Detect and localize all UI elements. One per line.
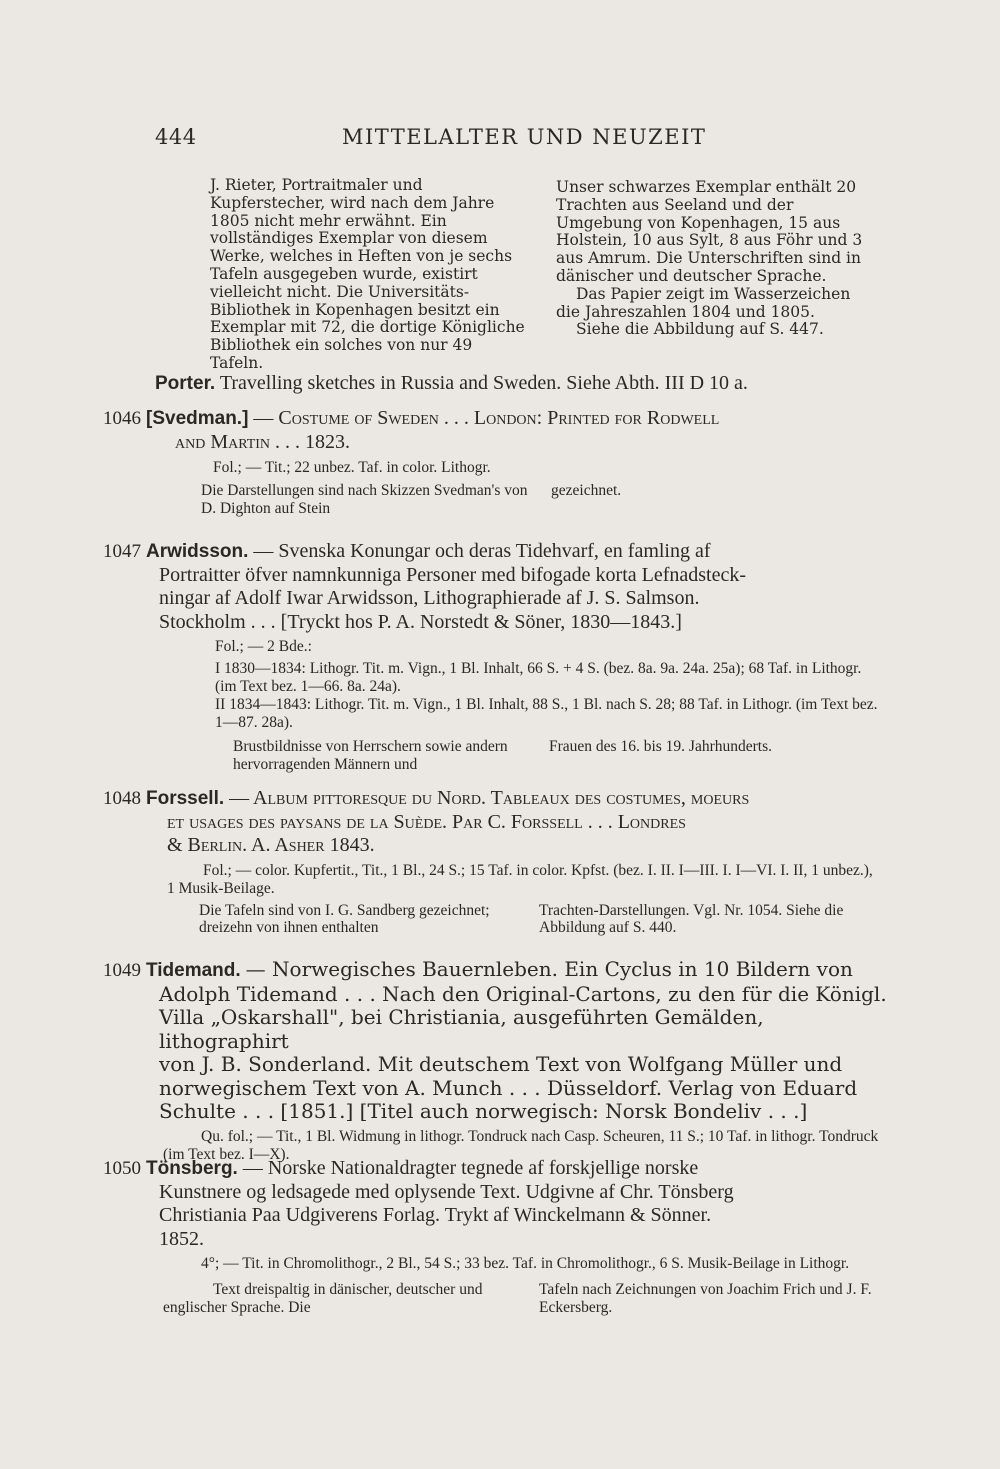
entry-title: 1852. [159,1227,204,1250]
entry-author: Arwidsson. [146,541,249,562]
entry-title: Portraitter öfver namnkunniga Personer med bifogade korta Lefnadsteck- [159,563,747,586]
entry-author: Tidemand. [146,960,241,981]
entry-collation: I 1830—1834: Lithogr. Tit. m. Vign., 1 Bl. Inhalt, 66 S. + 4 S. (bez. 8a. 9a. 24a. 25a); 68 Taf. in Lithogr. (im Text bez. 1—66. 8a. 24a). [215,660,862,695]
entry-note-right: Tafeln nach Zeichnungen von Joachim Frich und J. F. Eckersberg. [539,1281,872,1316]
entry-number: 1048 [103,788,141,809]
entry-collation: Fol.; — Tit.; 22 unbez. Taf. in color. Lithogr. [213,459,491,476]
entry-title: Villa „Oskarshall", bei Christiania, ausgeführten Gemälden, lithographirt [159,1005,764,1053]
entry-collation: Fol.; — color. Kupfertit., Tit., 1 Bl., 24 S.; 15 Taf. in color. Kpfst. (bez. I. II. I—III. I. I—VI. I. II, 1 unbez.), 1 Musik-Beilage. [167,861,873,897]
entry-title: Kunstnere og ledsagede med oplysende Text. Udgivne af Chr. Tönsberg [159,1180,734,1203]
entry-title: von J. B. Sonderland. Mit deutschem Text von Wolfgang Müller und [159,1052,843,1076]
entry-author: Tönsberg. [146,1158,238,1179]
top-note-left-para: J. Rieter, Portraitmaler und Kupferstecher, wird nach dem Jahre 1805 nicht mehr erwähnt. Ein vollständiges Exemplar von diesem Werke, welches in Heften von je sechs Tafeln ausgegeben wurde, existirt vielleicht nicht. Die Universitäts-Bibliothek in Kopenhagen besitzt ein Exemplar mit 72, die dortige Königliche Bibliothek ein solches von nur 49 Tafeln. [210,176,525,372]
entry-collation: Qu. fol.; — Tit., 1 Bl. Widmung in lithogr. Tondruck nach Casp. Scheuren, 11 S.; 10 Taf. in lithogr. Tondruck (im Text bez. I—X). [163,1127,879,1163]
entry-note-left: Text dreispaltig in dänischer, deutscher und englischer Sprache. Die [163,1281,483,1316]
top-note-right-para-1: Unser schwarzes Exemplar enthält 20 Trachten aus Seeland und der Umgebung von Kopenhagen, 15 aus Holstein, 10 aus Sylt, 8 aus Föhr und 3 aus Amrum. Die Unterschriften sind in dänischer und deutscher Sprache. [556,178,863,285]
top-note-right [556,179,876,339]
entry-collation: II 1834—1843: Lithogr. Tit. m. Vign., 1 Bl. Inhalt, 88 S., 1 Bl. nach S. 28; 88 Taf. in Lithogr. (im Text bez. 1—87. 28a). [215,696,878,731]
entry-1046 [103,407,883,522]
entry-note-left: Brustbildnisse von Herrschern sowie andern hervorragenden Männern und [233,738,508,773]
entry-note-left: Die Darstellungen sind nach Skizzen Svedman's von D. Dighton auf Stein [201,482,528,517]
top-note-right-para-3: Siehe die Abbildung auf S. 447. [576,320,824,339]
entry-title: — Costume of Sweden . . . London: Printed for Rodwell [253,407,720,429]
entry-1047 [103,540,883,778]
entry-author: Forssell. [146,788,225,809]
entry-title: et usages des paysans de la Suède. Par C. Forssell . . . Londres [167,810,686,833]
entry-title: and Martin . . . 1823. [175,430,351,453]
entry-title: Schulte . . . [1851.] [Titel auch norwegisch: Norsk Bondeliv . . .] [159,1099,808,1123]
entry-title: norwegischem Text von A. Munch . . . Düsseldorf. Verlag von Eduard [159,1075,858,1100]
page-number: 444 [155,125,197,149]
entry-title: — Album pittoresque du Nord. Tableaux des costumes, moeurs [229,787,750,809]
entry-title: ningar af Adolf Iwar Arwidsson, Lithographierade af J. S. Salmson. [159,587,700,609]
entry-title: Adolph Tidemand . . . Nach den Original-Cartons, zu den für die Königl. [159,981,887,1006]
entry-author: [Svedman.] [146,408,249,429]
entry-number: 1050 [103,1158,141,1179]
entry-collation: 4°; — Tit. in Chromolithogr., 2 Bl., 54 S.; 33 bez. Taf. in Chromolithogr., 6 S. Musik-Beilage in Lithogr. [201,1255,850,1272]
entry-title: — Svenska Konungar och deras Tidehvarf, en famling af [253,540,711,562]
entry-note-left: Die Tafeln sind von I. G. Sandberg gezeichnet; dreizehn von ihnen enthalten [199,901,490,936]
porter-entry [155,372,895,396]
top-note-left [210,177,530,373]
entry-title: Christiania Paa Udgiverens Forlag. Trykt af Winckelmann & Sönner. [159,1204,712,1226]
entry-title: Stockholm . . . [Tryckt hos P. A. Norstedt & Söner, 1830—1843.] [159,610,682,633]
entry-1048 [103,787,883,942]
entry-author: Porter. [155,373,216,394]
entry-collation: Fol.; — 2 Bde.: [215,638,312,655]
entry-1049 [103,958,893,1164]
running-head: MITTELALTER UND NEUZEIT [342,125,707,149]
entry-title: & Berlin. A. Asher 1843. [167,834,375,856]
entry-text: Travelling sketches in Russia and Sweden. Siehe Abth. III D 10 a. [219,372,748,394]
entry-note-right: Trachten-Darstellungen. Vgl. Nr. 1054. Siehe die Abbildung auf S. 440. [539,901,844,936]
entry-title: — Norwegisches Bauernleben. Ein Cyclus in 10 Bildern von [245,957,853,981]
entry-note-right: Frauen des 16. bis 19. Jahrhunderts. [549,738,772,755]
entry-note-right: gezeichnet. [551,482,622,499]
entry-number: 1049 [103,960,141,981]
entry-title: — Norske Nationaldragter tegnede af forskjellige norske [242,1157,699,1179]
entry-number: 1047 [103,541,141,562]
entry-1050 [103,1157,883,1321]
entry-number: 1046 [103,408,141,429]
top-note-right-para-2: Das Papier zeigt im Wasserzeichen die Jahreszahlen 1804 und 1805. [556,284,851,321]
